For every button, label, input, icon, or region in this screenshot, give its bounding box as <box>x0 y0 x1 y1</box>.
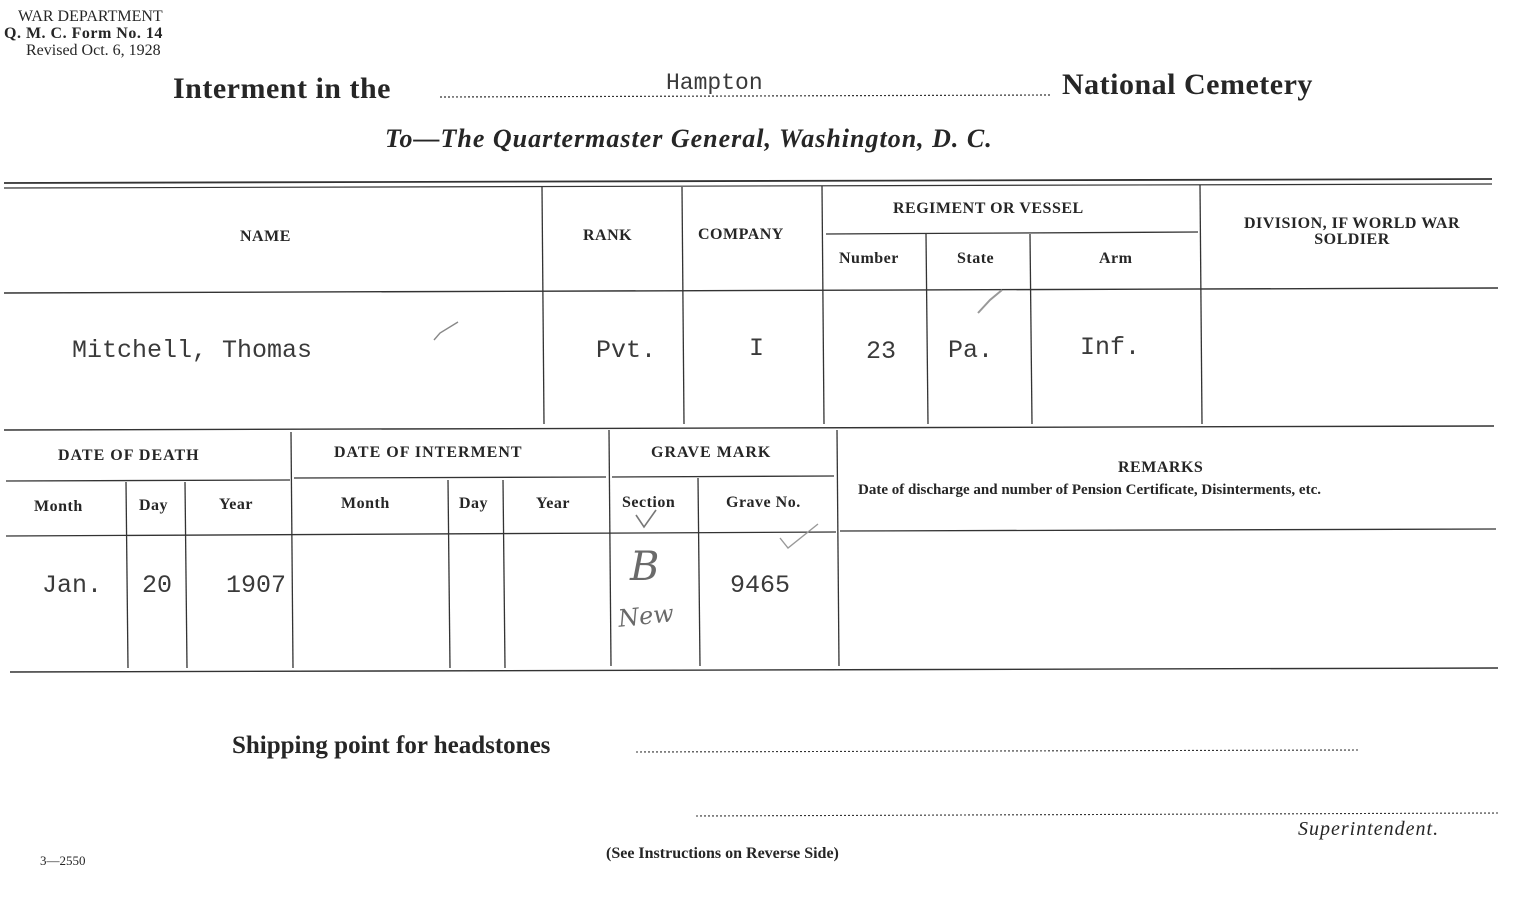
header-interment-year: Year <box>536 495 570 512</box>
value-section: B <box>630 544 660 590</box>
header-regiment: REGIMENT OR VESSEL <box>893 200 1084 217</box>
department-label: WAR DEPARTMENT <box>18 8 163 25</box>
form-number: Q. M. C. Form No. 14 <box>4 25 163 42</box>
instructions-note: (See Instructions on Reverse Side) <box>606 845 839 862</box>
value-death-month: Jan. <box>42 571 103 600</box>
header-rank: RANK <box>583 227 633 244</box>
header-date-of-death: DATE OF DEATH <box>58 447 200 464</box>
header-company: COMPANY <box>698 226 784 243</box>
value-grave-no: 9465 <box>730 571 791 600</box>
header-interment-month: Month <box>341 495 390 512</box>
value-death-day: 20 <box>142 571 173 600</box>
value-section-note: New <box>616 599 676 633</box>
header-number: Number <box>839 250 899 267</box>
header-grave-no: Grave No. <box>726 494 801 511</box>
header-date-of-interment: DATE OF INTERMENT <box>334 444 523 461</box>
value-name: Mitchell, Thomas <box>72 336 313 365</box>
header-state: State <box>957 250 995 267</box>
header-interment-day: Day <box>459 495 489 512</box>
value-regiment-number: 23 <box>866 337 897 366</box>
header-death-day: Day <box>139 497 169 514</box>
title-suffix: National Cemetery <box>1062 68 1313 101</box>
value-state: Pa. <box>948 336 994 365</box>
value-death-year: 1907 <box>226 571 287 600</box>
header-section: Section <box>622 494 676 511</box>
title-prefix: Interment in the <box>173 72 391 105</box>
header-name: NAME <box>240 228 291 245</box>
shipping-label: Shipping point for headstones <box>232 732 551 759</box>
cemetery-name: Hampton <box>666 70 763 96</box>
header-grave-mark: GRAVE MARK <box>651 444 772 461</box>
value-rank: Pvt. <box>596 336 657 365</box>
header-arm: Arm <box>1099 250 1133 267</box>
header-remarks: REMARKS <box>1118 459 1204 476</box>
revised-date: Revised Oct. 6, 1928 <box>26 42 161 59</box>
superintendent-label: Superintendent. <box>1298 818 1440 840</box>
print-code: 3—2550 <box>40 853 86 868</box>
header-death-month: Month <box>34 498 83 515</box>
value-company: I <box>749 334 765 363</box>
header-remarks-sub: Date of discharge and number of Pension Certificate, Disinterments, etc. <box>858 482 1321 498</box>
addressee: To—The Quartermaster General, Washington, D. C. <box>385 124 993 153</box>
header-death-year: Year <box>219 496 253 513</box>
header-division: DIVISION, IF WORLD WAR SOLDIER <box>1243 215 1461 248</box>
value-arm: Inf. <box>1080 333 1141 362</box>
